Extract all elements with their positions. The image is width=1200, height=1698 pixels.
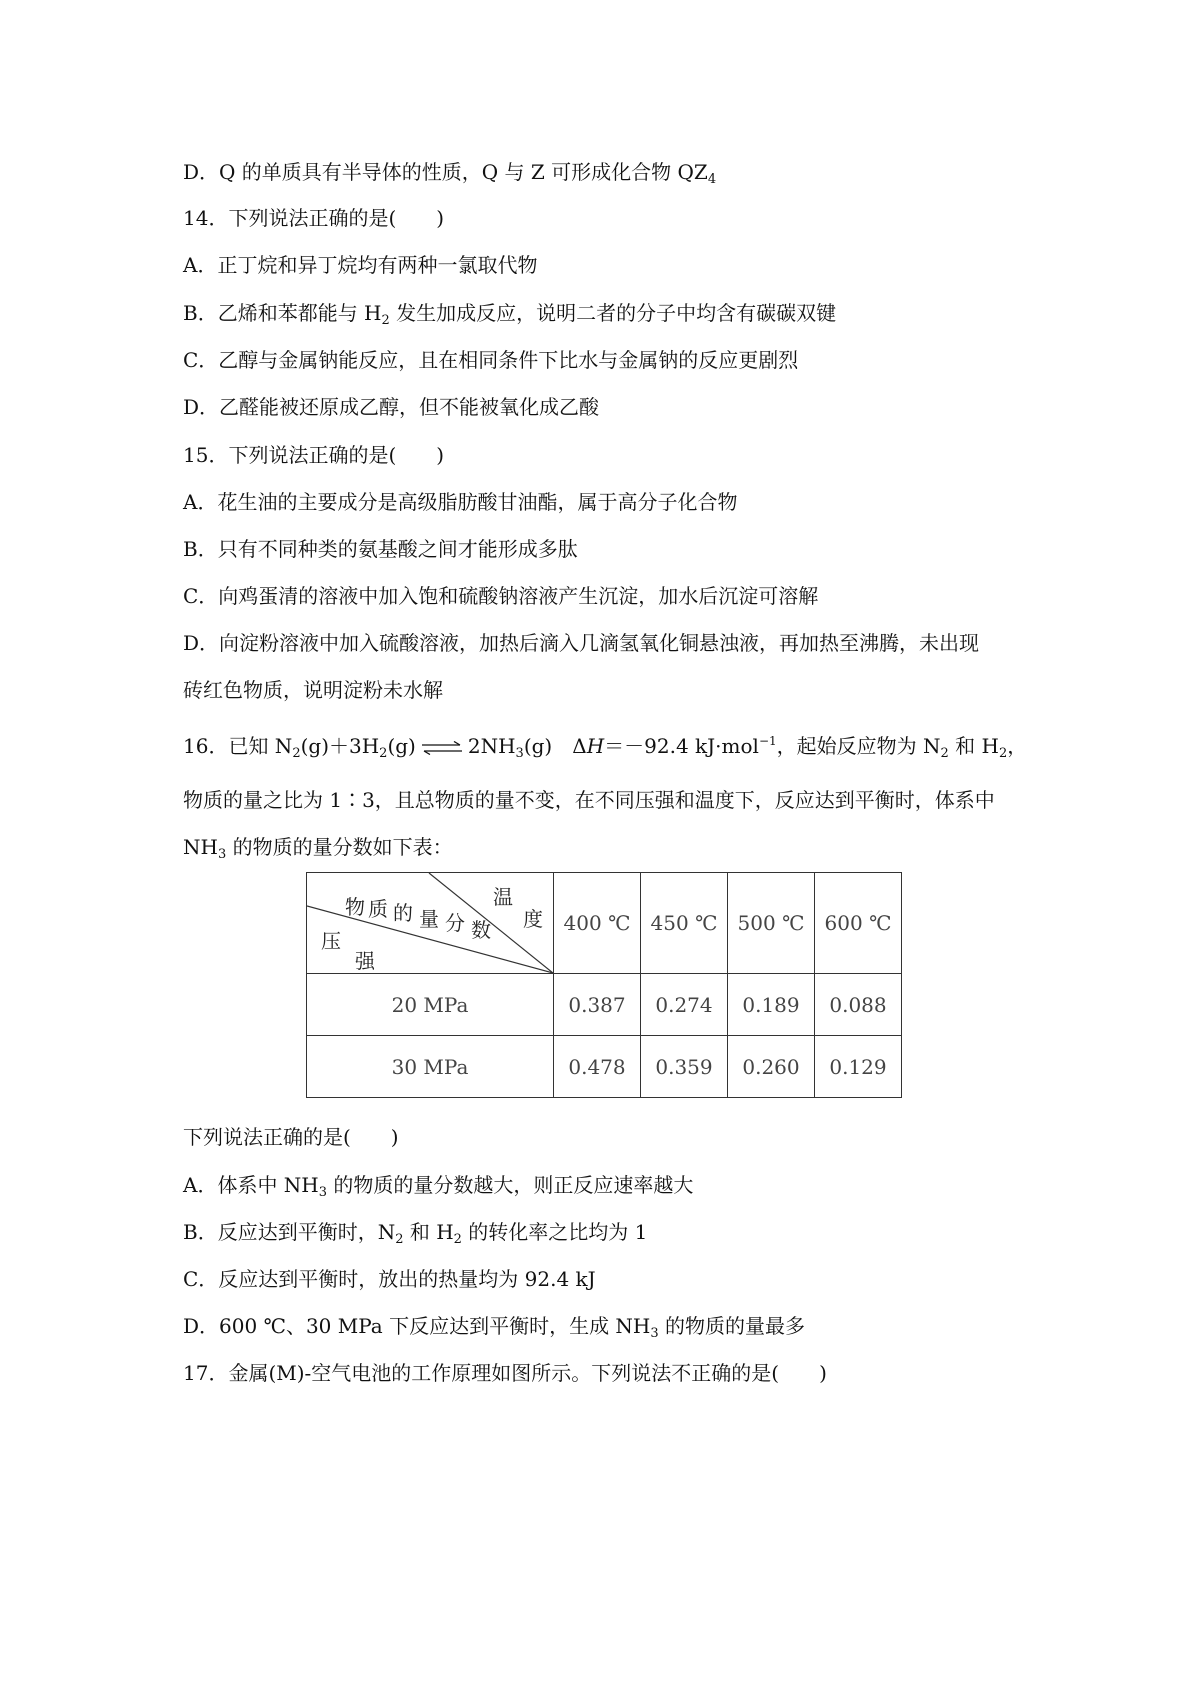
- q13-option-d: D．Q 的单质具有半导体的性质，Q 与 Z 可形成化合物 $QZ_4$: [183, 160, 717, 187]
- q17-stem: 17．金属(M)-空气电池的工作原理如图所示。下列说法不正确的是( ): [183, 1361, 827, 1385]
- table-cell: 0.260: [728, 1036, 815, 1098]
- q15-option-a: A．花生油的主要成分是高级脂肪酸甘油酯，属于高分子化合物: [183, 490, 738, 514]
- q14-option-a: A．正丁烷和异丁烷均有两种一氯取代物: [183, 253, 538, 277]
- q15-option-d-line1: D．向淀粉溶液中加入硫酸溶液，加热后滴入几滴氢氧化铜悬浊液，再加热至沸腾，未出现: [183, 631, 980, 655]
- q16-option-a: A．体系中 $NH_3$ 的物质的量分数越大，则正反应速率越大: [183, 1173, 694, 1200]
- equilibrium-arrow-icon: [420, 741, 464, 755]
- q15-option-b: B．只有不同种类的氨基酸之间才能形成多肽: [183, 537, 578, 561]
- q14-stem: 14．下列说法正确的是( ): [183, 206, 445, 230]
- q15-option-d-line2: 砖红色物质，说明淀粉未水解: [183, 678, 443, 702]
- table-corner-header: [307, 873, 554, 974]
- q16-option-c: C．反应达到平衡时，放出的热量均为 92.4 kJ: [183, 1267, 596, 1291]
- q16-stem: 16．已知 $N_2(g)+3H_2(g)$ $2NH_3(g)$ ΔH＝－92.4 kJ·mol$^{-1}$，起始反应物为 $N_2$ 和 $H_2$，物质的量之比为 1∶3，且总物质的量不变，在不同压强和温度下，反应达到平衡时，体系中 $NH_3$ 的物质的量分数如下表：: [183, 734, 1028, 862]
- table-cell: 0.129: [815, 1036, 902, 1098]
- header-fraction-char: 分: [445, 911, 465, 935]
- row-label: 30 MPa: [307, 1036, 554, 1098]
- table-row: [307, 974, 902, 1036]
- header-fraction-char: 量: [419, 907, 439, 931]
- table-cell: 0.387: [554, 974, 641, 1036]
- header-pressure-char: 压: [321, 929, 341, 953]
- column-header: 450 ℃: [641, 873, 728, 974]
- header-pressure-char: 强: [355, 949, 375, 973]
- header-fraction-char: 物: [345, 895, 365, 919]
- table-row: [307, 1036, 902, 1098]
- q14-option-d: D．乙醛能被还原成乙醇，但不能被氧化成乙酸: [183, 395, 600, 419]
- row-label: 20 MPa: [307, 974, 554, 1036]
- q15-option-c: C．向鸡蛋清的溶液中加入饱和硫酸钠溶液产生沉淀，加水后沉淀可溶解: [183, 584, 819, 608]
- header-temp-char: 度: [523, 907, 543, 931]
- nh3-fraction-table: [306, 872, 902, 1098]
- header-fraction-char: 质: [368, 897, 388, 921]
- q15-stem: 15．下列说法正确的是( ): [183, 443, 445, 467]
- table-cell: 0.478: [554, 1036, 641, 1098]
- column-header: 400 ℃: [554, 873, 641, 974]
- q14-option-b: B．乙烯和苯都能与 $H_2$ 发生加成反应，说明二者的分子中均含有碳碳双键: [183, 301, 837, 328]
- q16-option-b: B．反应达到平衡时，$N_2$ 和 $H_2$ 的转化率之比均为 1: [183, 1220, 648, 1247]
- header-fraction-char: 的: [393, 901, 413, 925]
- header-temp-char: 温: [493, 885, 513, 909]
- q16-option-d: D．600 ℃、30 MPa 下反应达到平衡时，生成 $NH_3$ 的物质的量最多: [183, 1314, 806, 1341]
- table-cell: 0.088: [815, 974, 902, 1036]
- column-header: 500 ℃: [728, 873, 815, 974]
- q14-option-c: C．乙醇与金属钠能反应，且在相同条件下比水与金属钠的反应更剧烈: [183, 348, 799, 372]
- table-cell: 0.189: [728, 974, 815, 1036]
- header-fraction-char: 数: [471, 918, 491, 942]
- table-cell: 0.274: [641, 974, 728, 1036]
- table-cell: 0.359: [641, 1036, 728, 1098]
- column-header: 600 ℃: [815, 873, 902, 974]
- q16-prompt: 下列说法正确的是( ): [183, 1125, 399, 1149]
